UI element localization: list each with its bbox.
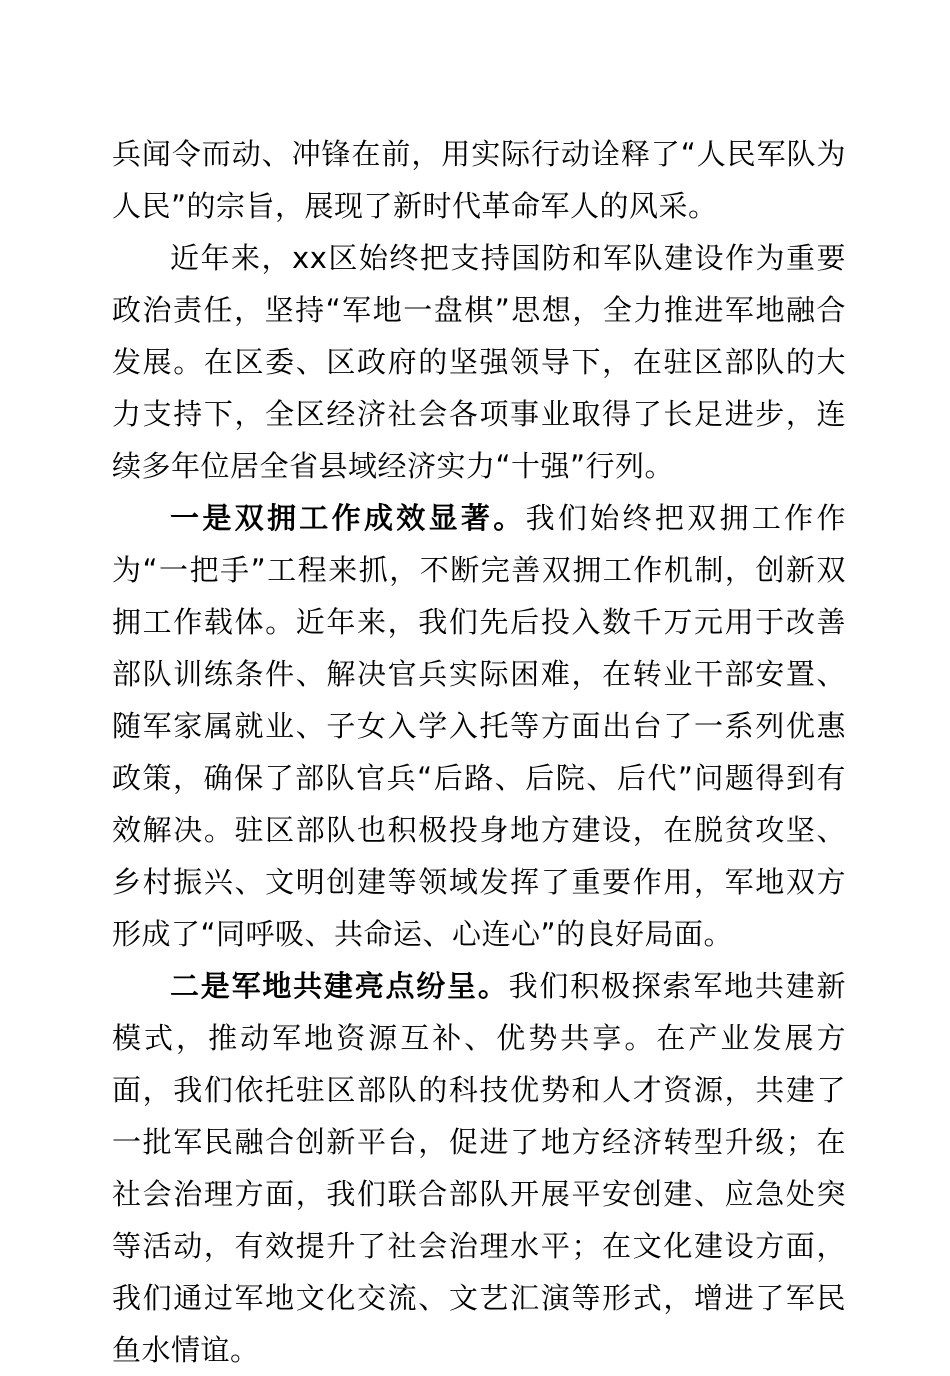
- paragraph-3-lead: 一是双拥工作成效显著。: [170, 501, 526, 535]
- paragraph-4-text: 我们积极探索军地共建新模式，推动军地资源互补、优势共享。在产业发展方面，我们依托驻区部队的科技优势和人才资源，共建了一批军民融合创新平台，促进了地方经济转型升级；在社会治理方面，我们联合部队开展平安创建、应急处突等活动，有效提升了社会治理水平；在文化建设方面，我们通过军地文化交流、文艺汇演等形式，增进了军民鱼水情谊。: [112, 969, 846, 1367]
- paragraph-2: [112, 232, 846, 492]
- document-body: [112, 128, 846, 1376]
- paragraph-3-text: 我们始终把双拥工作作为“一把手”工程来抓，不断完善双拥工作机制，创新双拥工作载体。近年来，我们先后投入数千万元用于改善部队训练条件、解决官兵实际困难，在转业干部安置、随军家属就业、子女入学入托等方面出台了一系列优惠政策，确保了部队官兵“后路、后院、后代”问题得到有效解决。驻区部队也积极投身地方建设，在脱贫攻坚、乡村振兴、文明创建等领域发挥了重要作用，军地双方形成了“同呼吸、共命运、心连心”的良好局面。: [112, 501, 846, 951]
- paragraph-4: [112, 960, 846, 1376]
- paragraph-2-text: 近年来，xx区始终把支持国防和军队建设作为重要政治责任，坚持“军地一盘棋”思想，全力推进军地融合发展。在区委、区政府的坚强领导下，在驻区部队的大力支持下，全区经济社会各项事业取得了长足进步，连续多年位居全省县域经济实力“十强”行列。: [112, 241, 846, 483]
- paragraph-4-lead: 二是军地共建亮点纷呈。: [170, 969, 509, 1003]
- paragraph-1-text: 兵闻令而动、冲锋在前，用实际行动诠释了“人民军队为人民”的宗旨，展现了新时代革命军人的风采。: [112, 137, 846, 223]
- paragraph-3: [112, 492, 846, 960]
- paragraph-1: [112, 128, 846, 232]
